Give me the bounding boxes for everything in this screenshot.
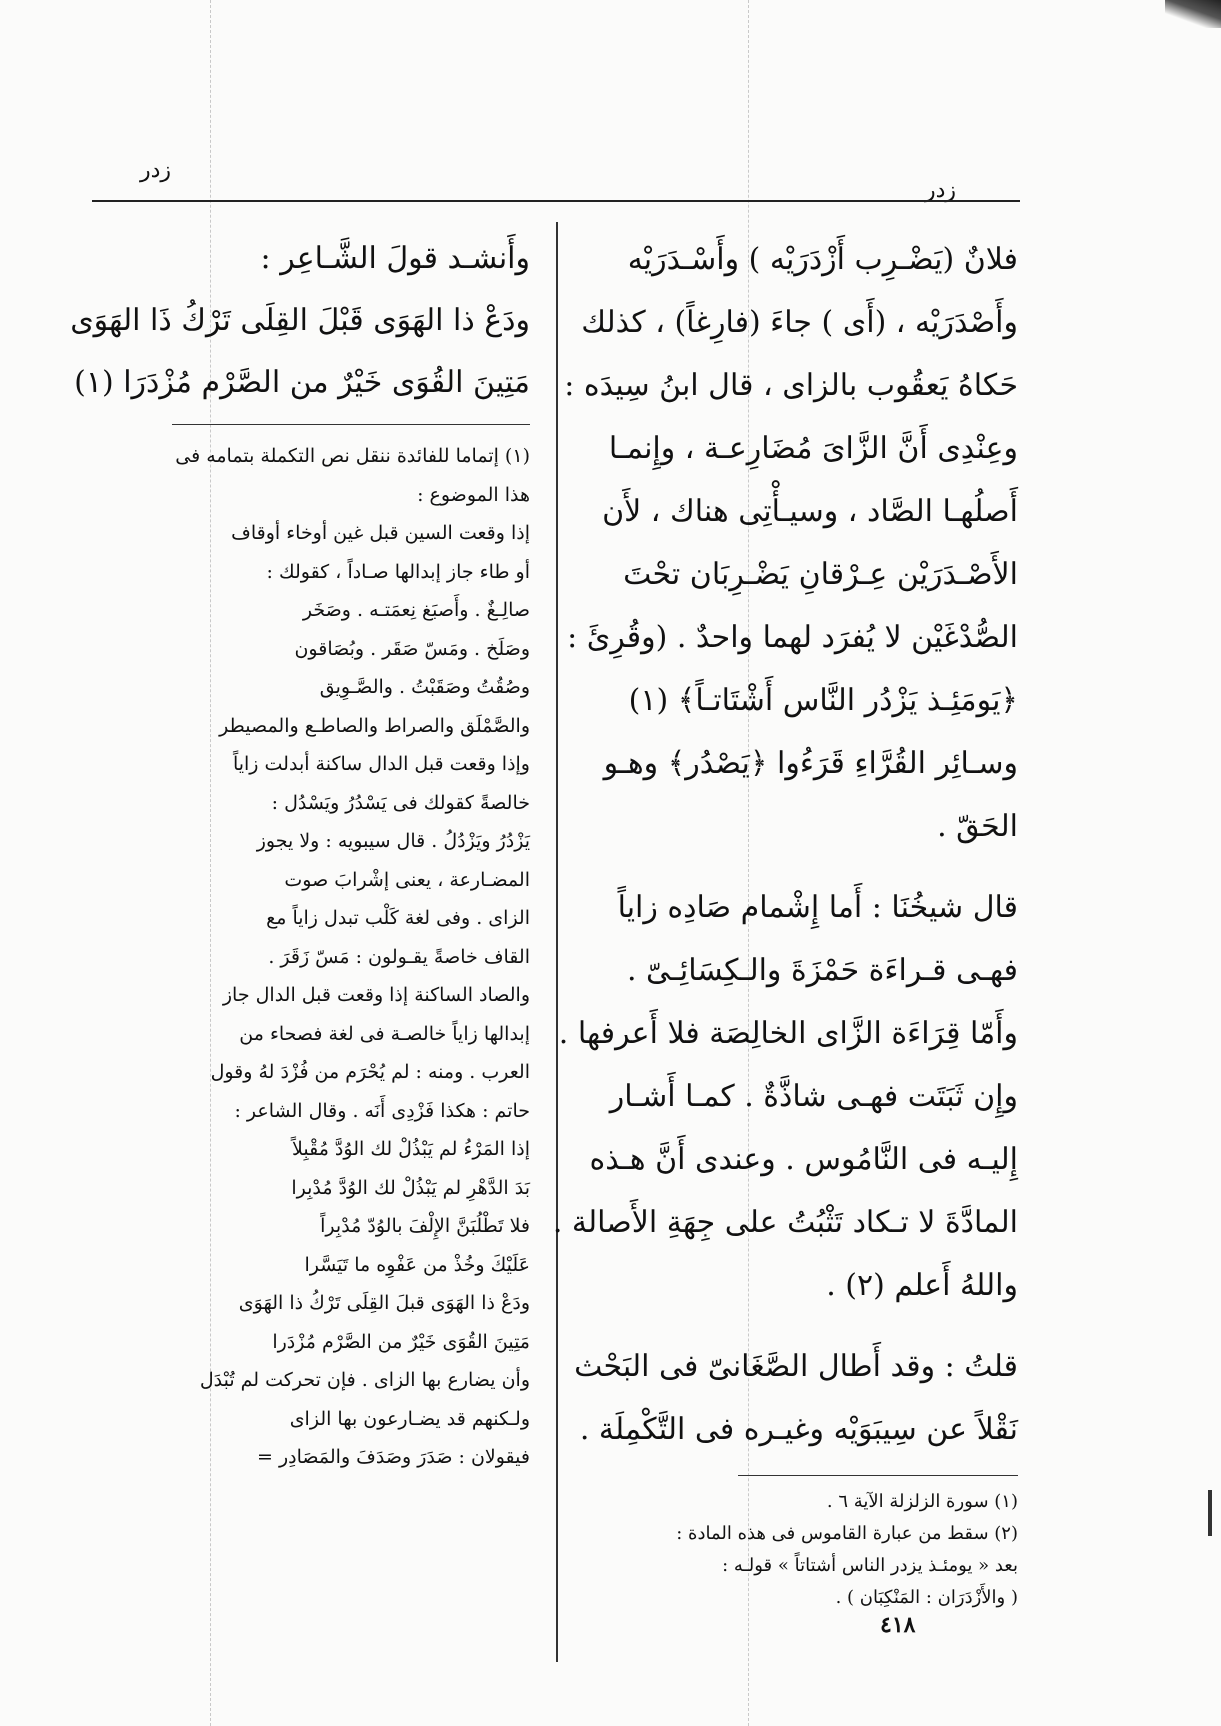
footnote-line: فلا تَطْلُبَنَّ الإِلْفَ بالوُدّ مُدْبِراً [320, 1215, 530, 1237]
text-line: الحَقّ . [937, 809, 1018, 844]
scan-corner-shadow [1165, 0, 1221, 28]
footnote-line: إذا وقعت السين قبل غين أوخاء أوقاف [231, 522, 530, 544]
footnote-line: ( والأَزْدَرَان : المَنْكِبَان ) . [835, 1587, 1018, 1608]
text-line: حَكاهُ يَعقُوب بالزاى ، قال ابنُ سِيدَه : [564, 368, 1018, 403]
footnote-line: وصُقُتُ وصَقَبْتُ . والصَّـوِيق [319, 676, 530, 698]
footnote-line: أو طاء جاز إبدالها صـاداً ، كقولك : [266, 560, 530, 583]
left-column [70, 228, 530, 1477]
footnote-line: العرب . ومنه : لم يُحْرَم من فُزْدَ لهُ وقول [210, 1061, 530, 1083]
text-line: أَصلُهـا الصَّاد ، وسيـأْتِى هناك ، لأَن [602, 494, 1018, 529]
header-root-left: زدر [140, 158, 172, 183]
footnote-line: بَدَ الدَّهْرِ لم يَبْذُلْ لك الوُدَّ مُدْبِرا [291, 1176, 530, 1199]
page-number: ٤١٨ [880, 1612, 916, 1638]
header-root-right: زدر [925, 178, 957, 203]
footnote-line: خالصةً كقولك فى يَسْدُرُ ويَسْدُل : [271, 791, 530, 814]
footnote-line: مَتِينَ القُوَى خَيْرٌ من الصَّرْم مُزْدَرا [272, 1330, 530, 1353]
footnote-line: ولـكنهم قد يضـارعون بها الزاى [289, 1407, 530, 1430]
footnote-line: وإذا وقعت قبل الدال ساكنة أبدلت زاياً [232, 753, 530, 775]
text-line: الصُّدْغَيْن لا يُفرَد لهما واحدٌ . (وقُرِئَ : [567, 620, 1018, 655]
text-line: وإِن ثَبَتَت فهـى شاذَّةٌ . كمـا أَشـار [609, 1079, 1018, 1114]
footnote-line: إذا المَرْءُ لم يَبْذُلْ لك الوُدَّ مُقْبِلاً [292, 1138, 530, 1160]
footnote-line: هذا الموضوع : [417, 483, 530, 506]
footnote-line: إبدالها زاياً خالصـة فى لغة فصحاء من [239, 1022, 530, 1045]
scan-edge-mark [1208, 1490, 1212, 1536]
footnote-line: المضـارعة ، يعنى إشْرابَ صوت [284, 868, 530, 891]
footnote-rule [738, 1475, 1018, 1476]
footnote-line: (١) سورة الزلزلة الآية ٦ . [826, 1491, 1018, 1512]
text-line: قلتُ : وقد أَطال الصَّغَانىّ فى البَحْث [574, 1349, 1018, 1384]
text-line: قال شيخُنَا : أَما إِشْمام صَادِه زاياً [617, 890, 1018, 925]
text-line: وسـائِر القُرَّاءِ قَرَءُوا ﴿يَصْدُر﴾ وهـو [603, 746, 1018, 781]
footnote-line: حاتم : هكذا فَزْدِى أَنَه . وقال الشاعر : [234, 1099, 530, 1122]
footnote-rule [172, 424, 530, 425]
footnote-line: ودَعْ ذا الهَوَى قبلَ القِلَى تَرْكُ ذا الهَوَى [238, 1292, 530, 1314]
footnote-line: الزاى . وفى لغة كَلْب تبدل زاياً مع [266, 907, 530, 929]
text-line: وأَمّا قِرَاءَة الزَّاى الخالِصَة فلا أَعرفها . [558, 1016, 1018, 1051]
quran-verse-line: ﴿يَومَئِـذ يَزْدُر النَّاس أَشْتَاتـاً﴾ (١) [628, 683, 1018, 718]
footnote-line: وصَلَخ . ومَسّ صَقَر . وبُصَاقون [294, 637, 530, 660]
footnote-line: القاف خاصةً يقـولون : مَسّ زَقَرَ . [268, 945, 530, 968]
poem-verse-line: مَتِينَ القُوَى خَيْرٌ من الصَّرْم مُزْدَرَا (١) [74, 365, 530, 400]
footnote-line: بعد « يومئـذ يزدر الناس أشتاتاً » قولـه : [722, 1555, 1018, 1576]
text-line: فهـى قـراءَة حَمْزَةَ والـكِسَائِـىّ . [626, 953, 1018, 988]
text-line: المادَّةَ لا تـكاد تَثْبُتُ على جِهَةِ الأَصالة . [552, 1205, 1018, 1240]
footnote-line: (١) إتماما للفائدة ننقل نص التكملة بتمامه فى [175, 445, 530, 467]
header-rule [92, 200, 1020, 202]
footnote-line: والصاد الساكنة إذا وقعت قبل الدال جاز [222, 984, 530, 1006]
right-column [552, 228, 1018, 1614]
footnote-line: يَزْدُرُ ويَزْدُلُ . قال سيبويه : ولا يجوز [256, 830, 530, 852]
footnote-line: فيقولان : صَدَرَ وصَدَفَ والمَصَادِر = [257, 1446, 530, 1468]
text-line: فلانٌ (يَضْـرِب أَزْدَرَيْه ) وأَسْـدَرَيْه [627, 242, 1018, 277]
poem-verse-line: ودَعْ ذا الهَوَى قَبْلَ القِلَى تَرْكُ ذَا الهَوَى [70, 303, 530, 338]
footnote-line: والصَّمْلَق والصراط والصاطـع والمصيطر [219, 714, 530, 737]
text-line: الأَصْـدَرَيْن عِـرْقانِ يَضْـرِبَان تحْتَ [623, 557, 1018, 592]
text-line: واللهُ أَعلم (٢) . [826, 1268, 1018, 1303]
text-line: نَقْلاً عن سِيبَوَيْه وغيـره فى التَّكْمِلَة . [579, 1412, 1018, 1447]
footnote-line: عَلَيْكَ وخُذْ من عَفْوِه ما تَيَسَّرا [304, 1253, 530, 1276]
text-line: وأَنشـد قولَ الشَّـاعِر : [260, 241, 530, 276]
text-line: وعِنْدِى أَنَّ الزَّاىَ مُضَارِعـة ، وإِنمـا [608, 431, 1018, 466]
text-line: إِليـه فى النَّامُوس . وعندى أَنَّ هـذه [589, 1142, 1018, 1177]
footnote-line: صالِـغٌ . وأَصبَغ نِعمَتـه . وصَخَر [302, 599, 530, 621]
column-divider [556, 222, 558, 1662]
footnote-line: وأن يضارع بها الزاى . فإن تحركت لم تُبْدَل [199, 1369, 530, 1391]
footnote-line: (٢) سقط من عبارة القاموس فى هذه المادة : [676, 1523, 1018, 1544]
text-line: وأَصْدَرَيْه ، (أَى ) جاءَ (فارِغاً) ، كذلك [581, 305, 1018, 340]
